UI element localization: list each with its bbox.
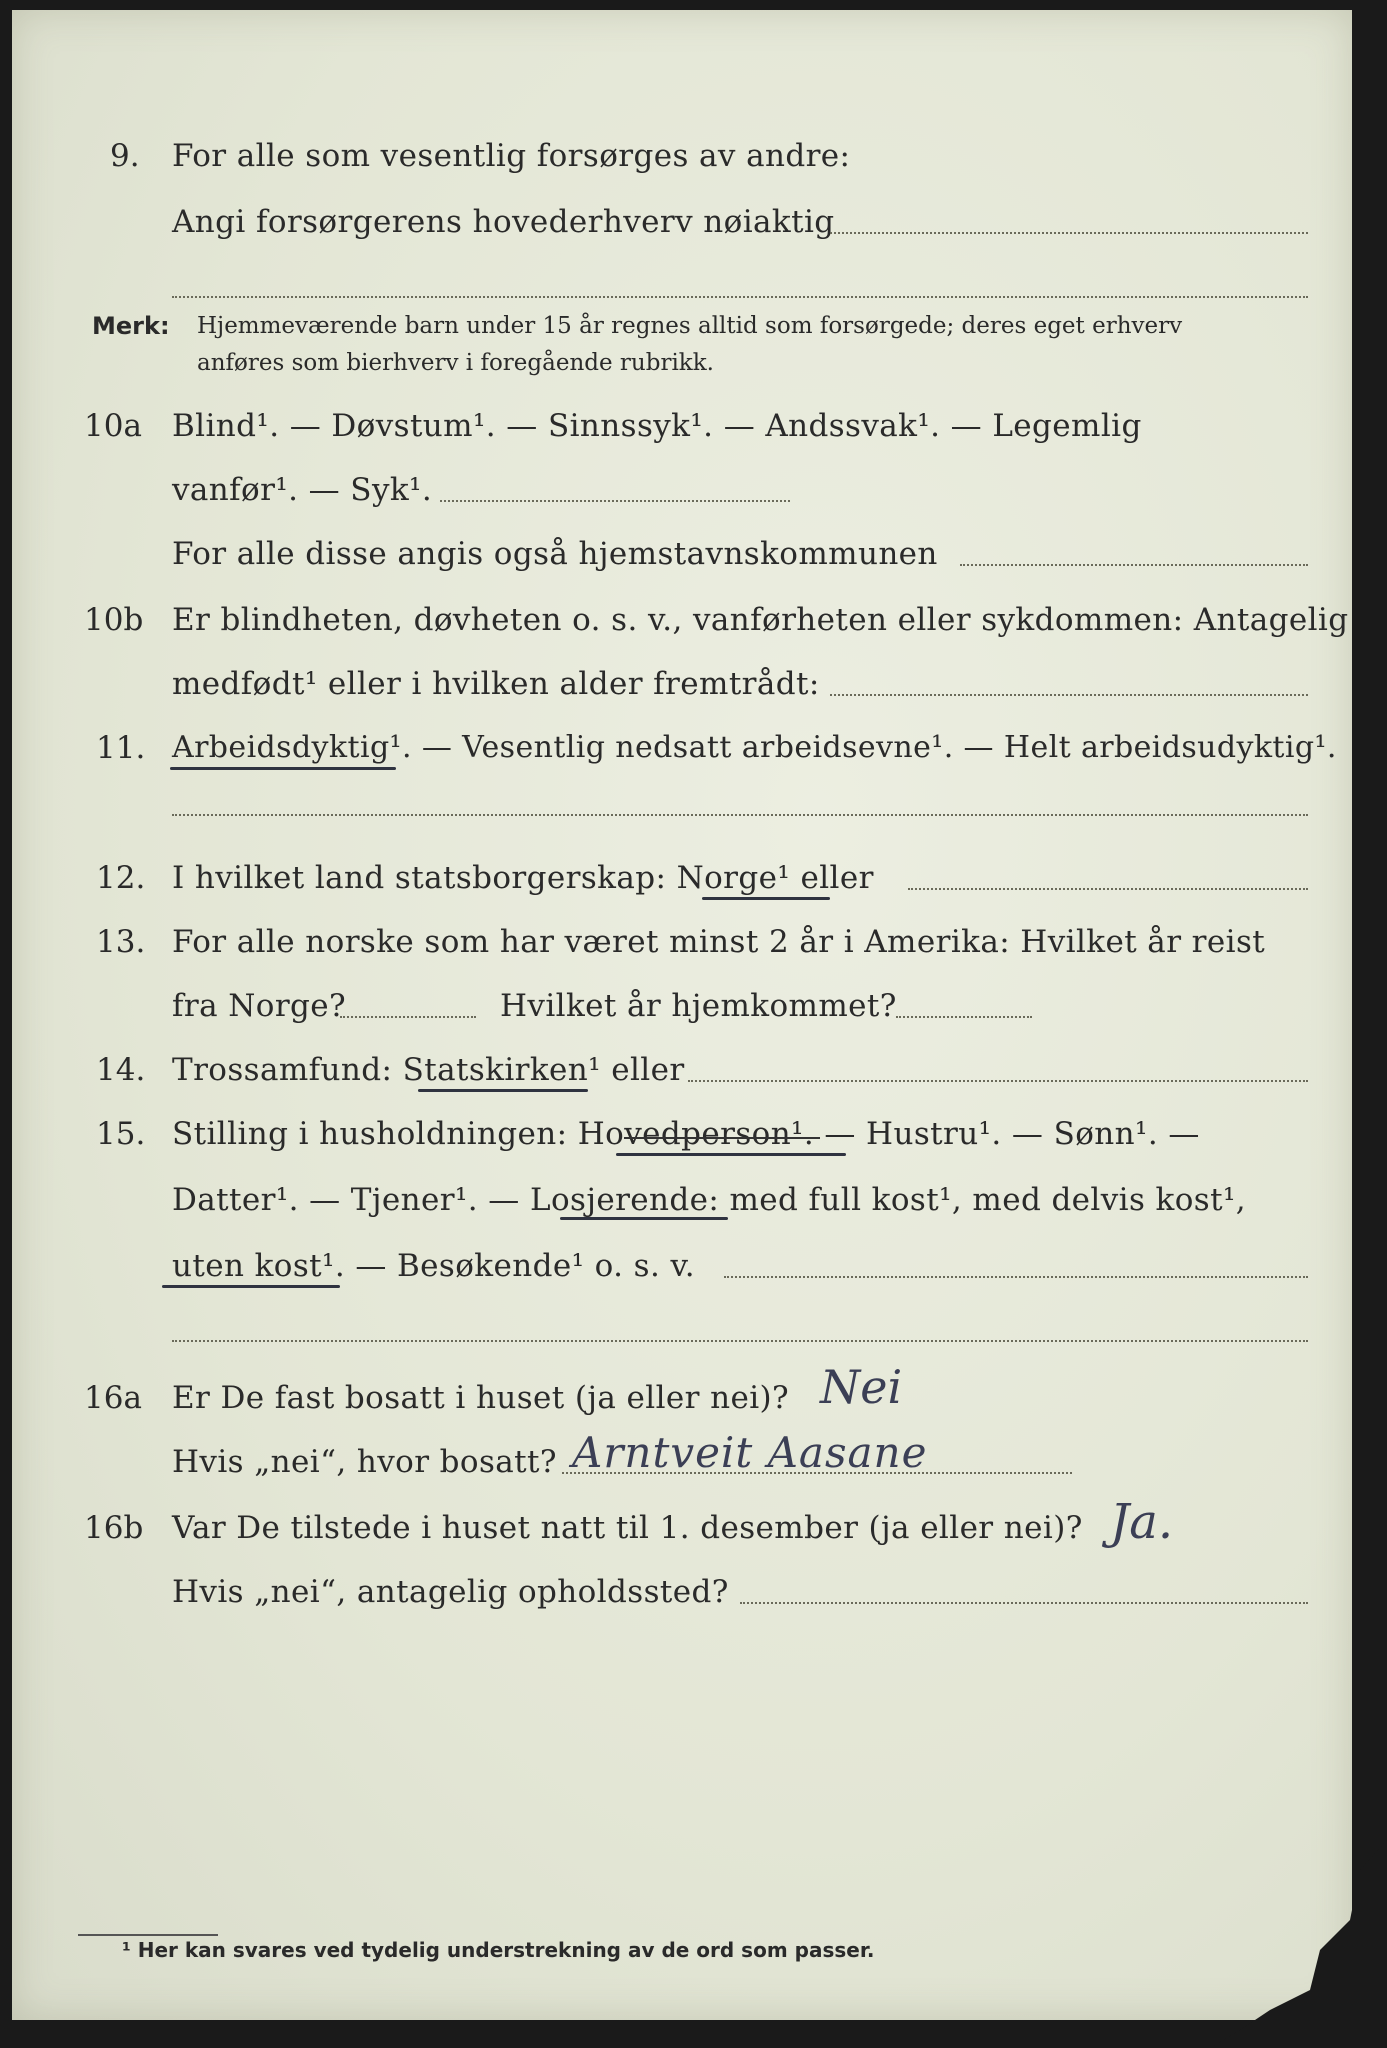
item-13-line2b: Hvilket år hjemkommet? xyxy=(500,988,897,1024)
footnote-rule xyxy=(78,1934,218,1936)
item-12-underline-norge xyxy=(702,897,830,900)
item-11-line1: Arbeidsdyktig¹. — Vesentlig nedsatt arbeidsevne¹. — Helt arbeidsudyktig¹. xyxy=(172,730,1337,765)
item-15-line1: Stilling i husholdningen: Hovedperson¹. — Hustru¹. — Sønn¹. — xyxy=(172,1116,1200,1152)
item-16a-answer2-handwritten: Arntveit Aasane xyxy=(572,1428,928,1477)
item-11-number: 11. xyxy=(96,730,146,766)
item-12-answer-line xyxy=(908,888,1308,890)
item-13-number: 13. xyxy=(96,924,146,960)
item-15-answer-line xyxy=(724,1276,1308,1278)
item-10b-line1: Er blindheten, døvheten o. s. v., vanførheten eller sykdommen: Antagelig xyxy=(172,602,1349,638)
item-10a-answer-line xyxy=(440,500,790,502)
item-12-line1: I hvilket land statsborgerskap: Norge¹ eller xyxy=(172,860,874,896)
item-16b-answer1-handwritten: Ja. xyxy=(1110,1494,1174,1550)
item-14-number: 14. xyxy=(96,1052,146,1088)
item-16a-bosatt-line xyxy=(562,1472,1072,1474)
item-15-answer-line-2 xyxy=(172,1340,1308,1342)
item-10b-number: 10b xyxy=(84,602,144,638)
item-13-hjemkommet-line xyxy=(896,1016,1032,1018)
item-16a-line2: Hvis „nei“, hvor bosatt? xyxy=(172,1444,557,1480)
item-14-line1: Trossamfund: Statskirken¹ eller xyxy=(172,1052,685,1088)
item-15-number: 15. xyxy=(96,1116,146,1152)
item-15-underline-hovedperson xyxy=(616,1153,846,1156)
item-10a-line3: For alle disse angis også hjemstavnskommunen xyxy=(172,536,938,572)
item-11-underline-arbeidsdyktig xyxy=(170,767,396,770)
item-16b-line2: Hvis „nei“, antagelig opholdssted? xyxy=(172,1574,729,1610)
census-form-page xyxy=(12,10,1352,2020)
item-15-underline-uten-kost xyxy=(162,1285,340,1288)
item-9-line1: For alle som vesentlig forsørges av andre: xyxy=(172,138,851,174)
item-16a-line1: Er De fast bosatt i huset (ja eller nei)? xyxy=(172,1380,790,1416)
item-15-strike-hovedperson xyxy=(624,1137,820,1139)
item-10b-line2: medfødt¹ eller i hvilken alder fremtrådt: xyxy=(172,666,820,702)
item-16b-number: 16b xyxy=(84,1510,144,1546)
item-16a-number: 16a xyxy=(84,1380,142,1416)
item-9-answer-line-2 xyxy=(172,296,1308,298)
item-10b-answer-line xyxy=(830,694,1308,696)
item-13-line1: For alle norske som har været minst 2 år i Amerika: Hvilket år reist xyxy=(172,924,1266,960)
item-14-answer-line xyxy=(688,1080,1308,1082)
item-9-answer-line xyxy=(830,232,1308,234)
item-12-number: 12. xyxy=(96,860,146,896)
footnote: ¹ Her kan svares ved tydelig understrekning av de ord som passer. xyxy=(122,1938,875,1962)
merk-line1: Hjemmeværende barn under 15 år regnes alltid som forsørgede; deres eget erhverv xyxy=(197,313,1183,339)
item-15-underline-losjerende xyxy=(560,1217,728,1220)
item-13-reist-line xyxy=(340,1016,476,1018)
item-10a-number: 10a xyxy=(84,408,142,444)
item-16a-answer1-handwritten: Nei xyxy=(820,1360,903,1414)
merk-label: Merk: xyxy=(92,312,170,340)
item-11-answer-line xyxy=(172,814,1308,816)
merk-line2: anføres som bierhverv i foregående rubrikk. xyxy=(197,350,714,376)
item-10a-line2: vanfør¹. — Syk¹. xyxy=(172,472,433,508)
item-13-line2a: fra Norge? xyxy=(172,988,347,1024)
torn-corner-shape xyxy=(1150,1840,1387,2048)
item-14-underline-statskirken xyxy=(418,1089,588,1092)
item-10a-line1: Blind¹. — Døvstum¹. — Sinnssyk¹. — Andssvak¹. — Legemlig xyxy=(172,408,1142,444)
item-15-line3: uten kost¹. — Besøkende¹ o. s. v. xyxy=(172,1248,695,1284)
item-16b-opholdssted-line xyxy=(740,1602,1308,1604)
item-9-number: 9. xyxy=(110,138,140,174)
item-15-line2: Datter¹. — Tjener¹. — Losjerende: med full kost¹, med delvis kost¹, xyxy=(172,1182,1247,1218)
item-9-line2: Angi forsørgerens hovederhverv nøiaktig xyxy=(172,204,835,240)
item-10a-kommune-line xyxy=(960,564,1308,566)
item-16b-line1: Var De tilstede i huset natt til 1. desember (ja eller nei)? xyxy=(172,1510,1083,1546)
